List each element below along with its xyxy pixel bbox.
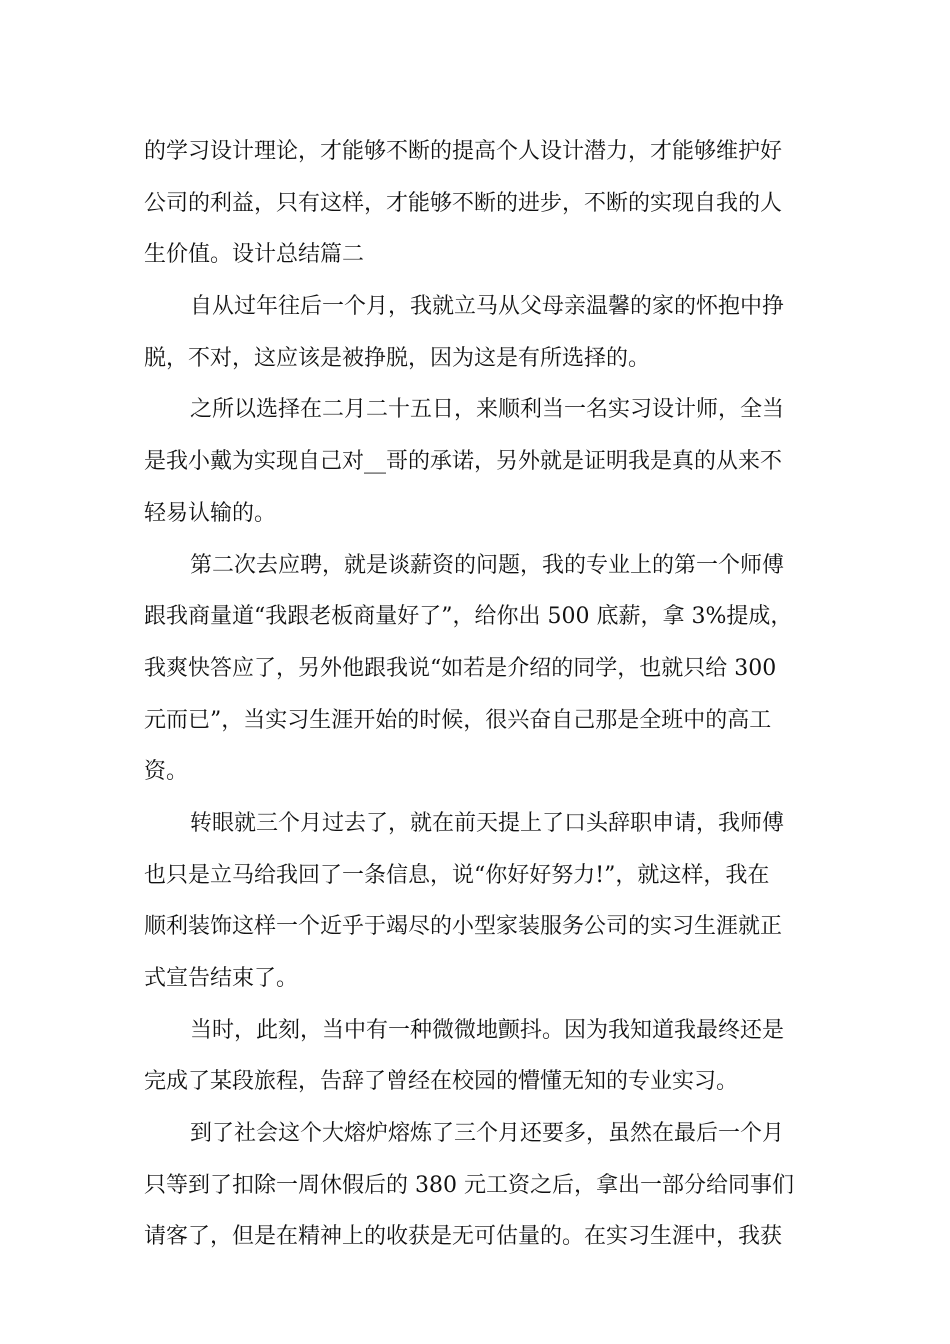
paragraph-paragraph-salary bbox=[144, 540, 810, 798]
text-line: 轻易认输的。 bbox=[144, 500, 277, 526]
text-line: 我爽快答应了，另外他跟我说“如若是介绍的同学，也就只给 300 bbox=[144, 655, 777, 681]
paragraph-paragraph-internship-choice bbox=[144, 384, 810, 539]
text-line: 顺利装饰这样一个近乎于竭尽的小型家装服务公司的实习生涯就正 bbox=[144, 914, 783, 940]
text-line: 只等到了扣除一周休假后的 380 元工资之后，拿出一部分给同事们 bbox=[144, 1172, 794, 1198]
text-line: 式宣告结束了。 bbox=[144, 966, 299, 991]
document-body bbox=[144, 126, 810, 1263]
text-line: 当时，此刻，当中有一种微微地颤抖。因为我知道我最终还是 bbox=[190, 1017, 785, 1043]
text-line: 生价值。设计总结篇二 bbox=[144, 242, 365, 268]
text-line: 元而已”，当实习生涯开始的时候，很兴奋自己那是全班中的高工 bbox=[144, 707, 772, 733]
text-line: 是我小戴为实现自己对__哥的承诺，另外就是证明我是真的从来不 bbox=[144, 449, 783, 475]
text-line: 跟我商量道“我跟老板商量好了”，给你出 500 底薪，拿 3%提成， bbox=[144, 604, 793, 630]
text-line: 的学习设计理论，才能够不断的提高个人设计潜力，才能够维护好 bbox=[144, 139, 783, 164]
text-line: 公司的利益，只有这样，才能够不断的进步，不断的实现自我的人 bbox=[144, 190, 783, 216]
paragraph-paragraph-continuation bbox=[144, 126, 810, 281]
text-line: 第二次去应聘，就是谈薪资的问题，我的专业上的第一个师傅 bbox=[190, 552, 785, 578]
paragraph-paragraph-trembling bbox=[144, 1005, 810, 1108]
text-line: 自从过年往后一个月，我就立马从父母亲温馨的家的怀抱中挣 bbox=[190, 294, 785, 320]
text-line: 也只是立马给我回了一条信息，说“你好好努力!”，就这样，我在 bbox=[144, 862, 770, 888]
paragraph-paragraph-leaving-home bbox=[144, 281, 810, 384]
text-line: 转眼就三个月过去了，就在前天提上了口头辞职申请，我师傅 bbox=[190, 810, 785, 836]
text-line: 请客了，但是在精神上的收获是无可估量的。在实习生涯中，我获 bbox=[144, 1224, 783, 1250]
paragraph-paragraph-resignation bbox=[144, 798, 810, 1005]
paragraph-paragraph-society bbox=[144, 1108, 810, 1263]
text-line: 之所以选择在二月二十五日，来顺利当一名实习设计师，全当 bbox=[190, 397, 785, 423]
text-line: 资。 bbox=[144, 759, 189, 785]
text-line: 到了社会这个大熔炉熔炼了三个月还要多，虽然在最后一个月 bbox=[190, 1121, 785, 1147]
text-line: 完成了某段旅程，告辞了曾经在校园的懵懂无知的专业实习。 bbox=[144, 1069, 739, 1095]
text-line: 脱，不对，这应该是被挣脱，因为这是有所选择的。 bbox=[144, 345, 651, 371]
